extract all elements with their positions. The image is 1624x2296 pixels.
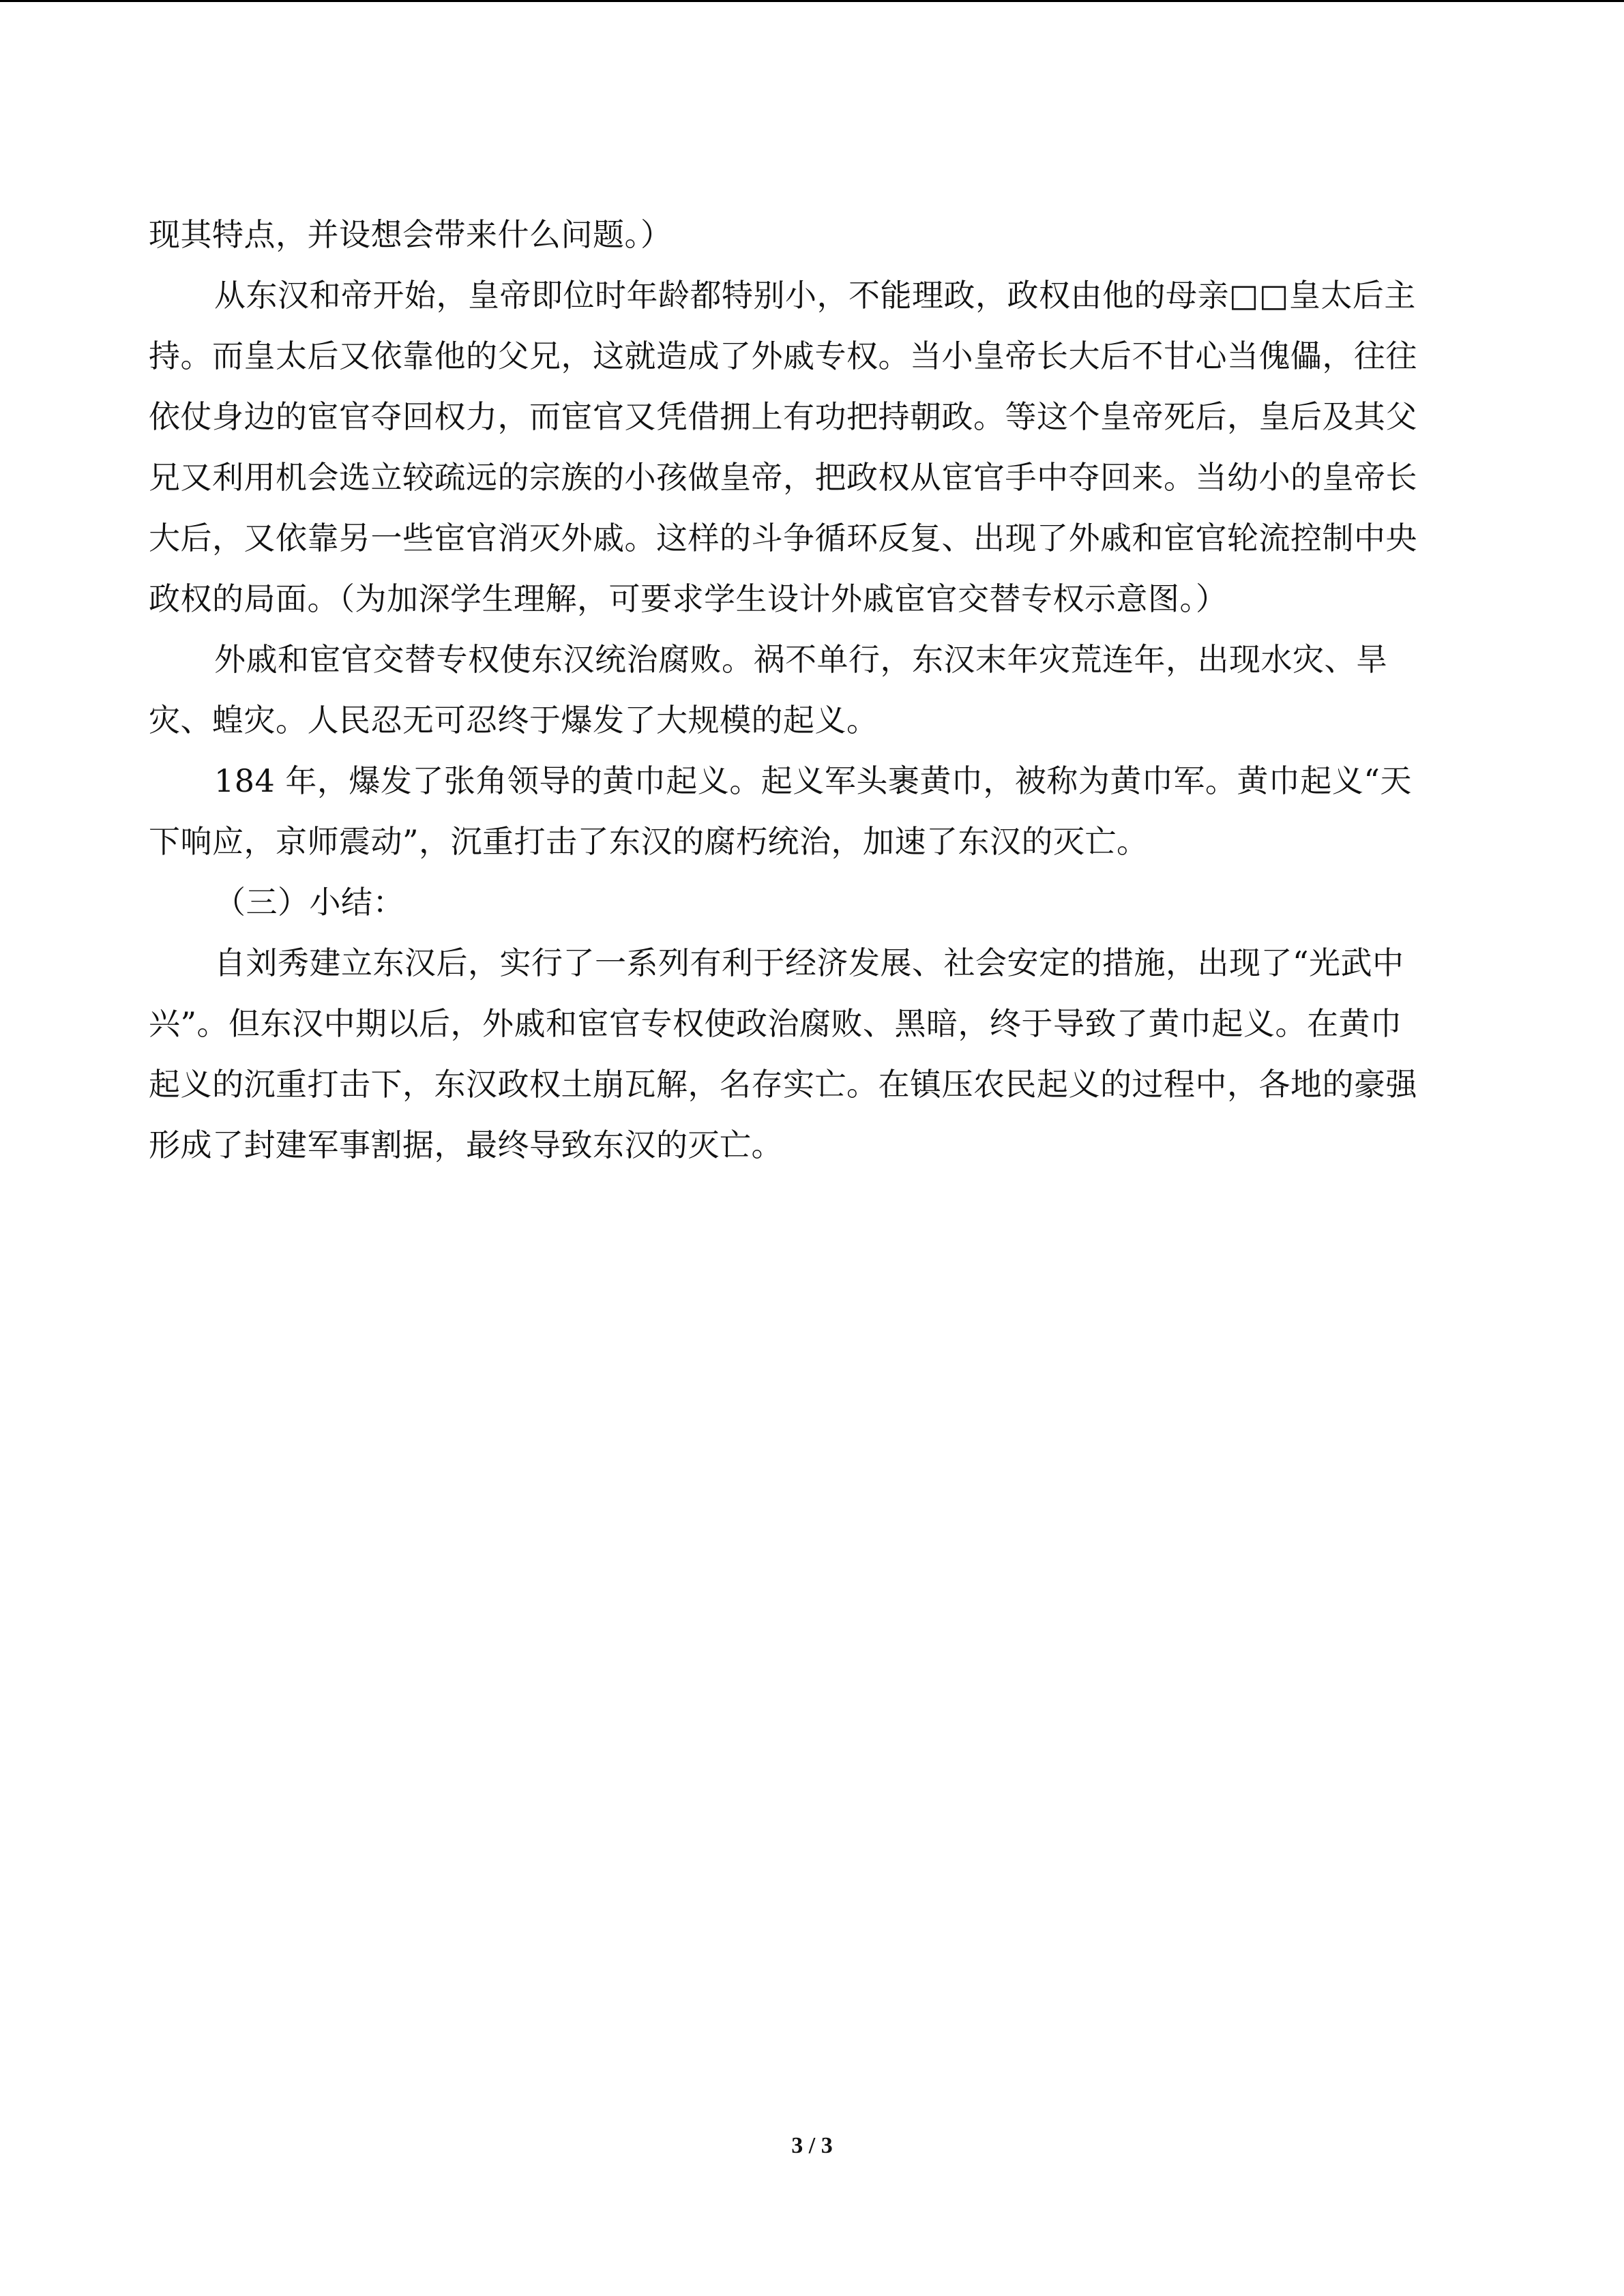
document-body xyxy=(149,205,1458,1176)
section-heading: （三）小结： xyxy=(214,884,404,921)
text-line: 政权的局面。（为加深学生理解，可要求学生设计外戚宦官交替专权示意图。） xyxy=(149,580,1228,617)
page-number: 3 / 3 xyxy=(791,2133,833,2158)
text-line: 兴”。但东汉中期以后，外戚和宦官专权使政治腐败、黑暗，终于导致了黄巾起义。在黄巾 xyxy=(149,1005,1402,1042)
text-line: 起义的沉重打击下，东汉政权土崩瓦解，名存实亡。在镇压农民起义的过程中，各地的豪强 xyxy=(149,1066,1417,1103)
text-line: 184 年，爆发了张角领导的黄巾起义。起义军头裹黄巾，被称为黄巾军。黄巾起义“天 xyxy=(214,762,1412,799)
text-line: 外戚和宦官交替专权使东汉统治腐败。祸不单行，东汉末年灾荒连年，出现水灾、旱 xyxy=(214,641,1388,678)
page-top-border xyxy=(0,0,1624,2)
text-line: 现其特点，并设想会带来什么问题。） xyxy=(149,216,673,253)
text-line: 灾、蝗灾。人民忍无可忍终于爆发了大规模的起义。 xyxy=(149,702,879,739)
text-line: 大后，又依靠另一些宦官消灭外戚。这样的斗争循环反复、出现了外戚和宦官轮流控制中央 xyxy=(149,520,1417,556)
text-line: 自刘秀建立东汉后，实行了一系列有利于经济发展、社会安定的措施，出现了“光武中 xyxy=(214,944,1404,981)
text-line: 持。而皇太后又依靠他的父兄，这就造成了外戚专权。当小皇帝长大后不甘心当傀儡，往往 xyxy=(149,338,1417,374)
text-line: 依仗身边的宦官夺回权力，而宦官又凭借拥上有功把持朝政。等这个皇帝死后，皇后及其父 xyxy=(149,398,1417,435)
text-line: 从东汉和帝开始，皇帝即位时年龄都特别小，不能理政，政权由他的母亲□□皇太后主 xyxy=(214,277,1416,314)
text-line: 兄又利用机会选立较疏远的宗族的小孩做皇帝，把政权从宦官手中夺回来。当幼小的皇帝长 xyxy=(149,459,1417,496)
text-line: 形成了封建军事割据，最终导致东汉的灭亡。 xyxy=(149,1127,783,1163)
text-line: 下响应，京师震动”，沉重打击了东汉的腐朽统治，加速了东汉的灭亡。 xyxy=(149,823,1149,860)
